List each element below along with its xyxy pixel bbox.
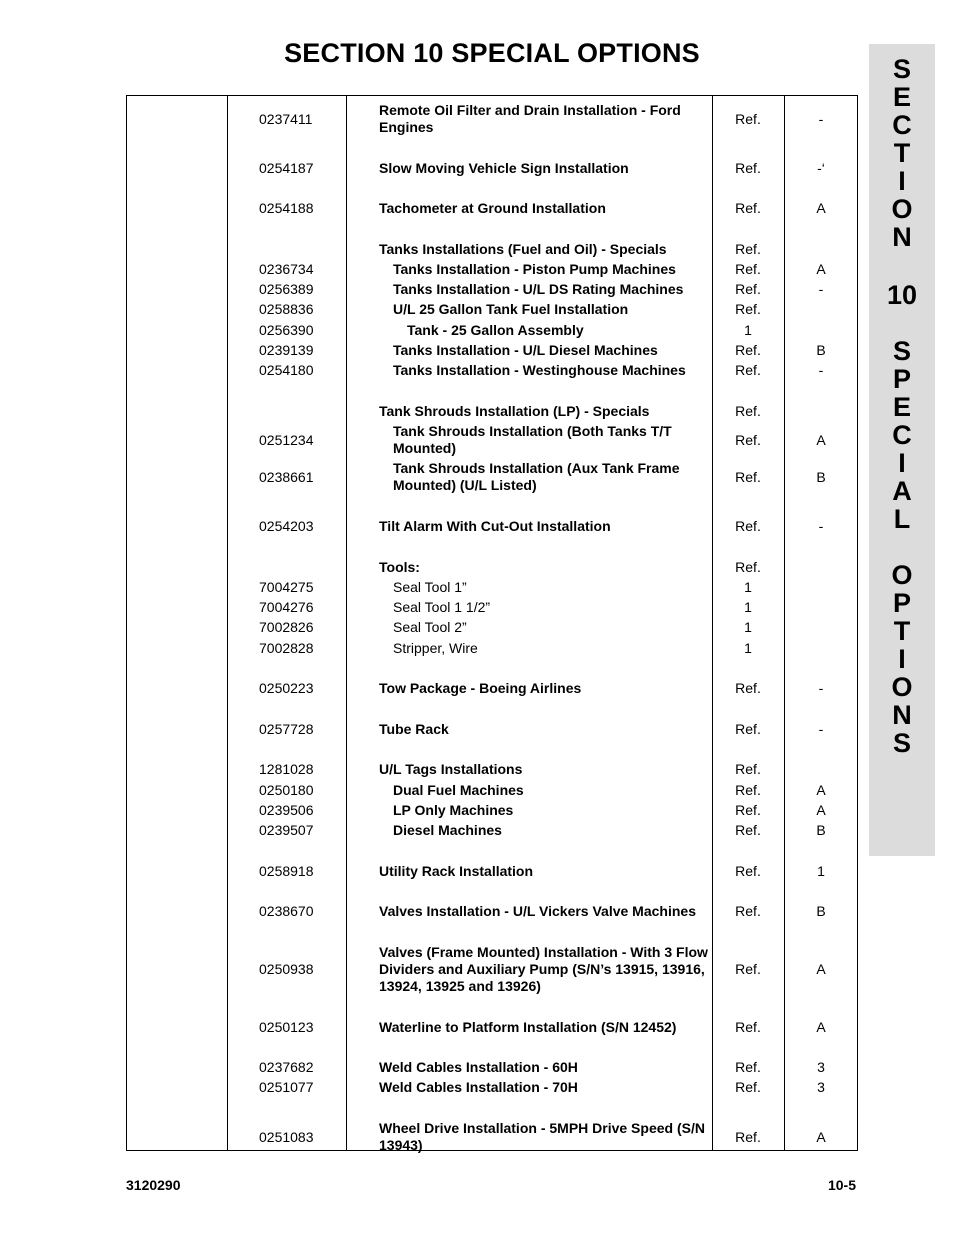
- table-row: [127, 640, 857, 657]
- version-code: A: [816, 802, 826, 818]
- part-description: Seal Tool 1 1/2”: [393, 599, 491, 615]
- part-description: Tanks Installation - U/L DS Rating Machines: [393, 281, 684, 297]
- part-number: 0237411: [259, 110, 313, 127]
- table-row: [127, 1019, 857, 1036]
- table-row: [127, 1079, 857, 1096]
- side-tab-letter: T: [893, 138, 911, 168]
- side-tab-letter: N: [892, 222, 912, 252]
- version-code: A: [816, 961, 826, 977]
- part-number: 0251234: [259, 431, 314, 448]
- side-tab-letter: S: [892, 336, 911, 366]
- quantity: Ref.: [735, 863, 761, 879]
- version-code: 3: [817, 1059, 825, 1075]
- side-tab-letter: I: [898, 166, 906, 196]
- part-number: 0238661: [259, 468, 314, 485]
- part-description: Valves (Frame Mounted) Installation - With 3 Flow Dividers and Auxiliary Pump (S/N’s 13915, 13916, 13924, 13925 and 13926): [379, 944, 708, 994]
- table-row: [127, 822, 857, 839]
- version-code: -‘: [817, 160, 825, 176]
- side-tab-letter: O: [891, 560, 913, 590]
- part-number: 7002826: [259, 619, 314, 635]
- part-number: 0250180: [259, 782, 314, 798]
- part-description: Tank Shrouds Installation (LP) - Specials: [379, 403, 650, 419]
- table-row: [127, 1059, 857, 1076]
- part-number: 7004276: [259, 599, 314, 615]
- part-description: Stripper, Wire: [393, 640, 478, 656]
- version-code: A: [816, 1128, 826, 1145]
- quantity: Ref.: [735, 761, 761, 777]
- version-code: B: [816, 342, 826, 358]
- quantity: Ref.: [735, 241, 761, 257]
- part-description: Tilt Alarm With Cut-Out Installation: [379, 518, 611, 534]
- quantity: 1: [744, 579, 752, 595]
- document-number: 3120290: [126, 1177, 181, 1193]
- table-row: [127, 782, 857, 799]
- side-tab-letter: N: [892, 700, 912, 730]
- quantity: Ref.: [735, 200, 761, 216]
- version-code: A: [816, 431, 826, 448]
- version-code: -: [818, 721, 824, 737]
- page-title: SECTION 10 SPECIAL OPTIONS: [284, 38, 700, 68]
- part-number: 0239507: [259, 822, 314, 838]
- version-code: 3: [817, 1079, 825, 1095]
- side-tab-letter: 10: [886, 280, 918, 310]
- table-row: [127, 599, 857, 616]
- table-row: [127, 518, 857, 535]
- table-row: [127, 241, 857, 258]
- version-code: B: [816, 822, 826, 838]
- part-description: Tools:: [379, 559, 420, 575]
- side-tab-letter: S: [892, 728, 911, 758]
- version-code: -: [818, 281, 824, 297]
- table-row: [127, 160, 857, 177]
- part-number: 0258836: [259, 301, 314, 317]
- part-description: Waterline to Platform Installation (S/N 12452): [379, 1019, 677, 1035]
- part-number: 1281028: [259, 761, 314, 777]
- side-tab-letter: S: [892, 54, 911, 84]
- quantity: Ref.: [735, 1079, 761, 1095]
- part-description: Tow Package - Boeing Airlines: [379, 680, 582, 696]
- quantity: Ref.: [735, 281, 761, 297]
- part-description: LP Only Machines: [393, 802, 514, 818]
- side-tab-letter: A: [892, 476, 912, 506]
- part-number: 7002828: [259, 640, 314, 656]
- part-description: Weld Cables Installation - 60H: [379, 1059, 578, 1075]
- part-number: 0238670: [259, 903, 314, 919]
- quantity: Ref.: [735, 1128, 761, 1145]
- side-tab-letter: T: [893, 616, 911, 646]
- part-number: 7004275: [259, 579, 314, 595]
- table-row: [127, 403, 857, 420]
- side-tab-letter: E: [892, 392, 911, 422]
- part-number: 0250938: [259, 961, 314, 977]
- section-side-tab: [869, 44, 935, 856]
- part-number: 0254180: [259, 362, 314, 378]
- part-description: U/L Tags Installations: [379, 761, 523, 777]
- quantity: Ref.: [735, 822, 761, 838]
- part-description: Tank - 25 Gallon Assembly: [407, 322, 584, 338]
- side-tab-letter: C: [892, 420, 912, 450]
- page-number: 10-5: [827, 1177, 856, 1193]
- part-description: Tachometer at Ground Installation: [379, 200, 606, 216]
- table-row: [127, 200, 857, 217]
- quantity: Ref.: [735, 961, 761, 977]
- table-row: [127, 460, 857, 494]
- table-row: [127, 802, 857, 819]
- quantity: Ref.: [735, 802, 761, 818]
- version-code: B: [816, 468, 826, 485]
- table-row: [127, 903, 857, 920]
- part-number: 0239506: [259, 802, 314, 818]
- quantity: Ref.: [735, 468, 761, 485]
- part-number: 0250123: [259, 1019, 314, 1035]
- quantity: Ref.: [735, 362, 761, 378]
- version-code: -: [818, 110, 824, 127]
- part-description: Remote Oil Filter and Drain Installation - Ford Engines: [379, 102, 681, 135]
- part-description: Valves Installation - U/L Vickers Valve Machines: [379, 903, 696, 919]
- table-row: [127, 322, 857, 339]
- quantity: 1: [744, 619, 752, 635]
- quantity: Ref.: [735, 261, 761, 277]
- table-row: [127, 863, 857, 880]
- table-row: [127, 281, 857, 298]
- version-code: A: [816, 200, 826, 216]
- table-row: [127, 944, 857, 995]
- part-number: 0256390: [259, 322, 314, 338]
- table-row: [127, 102, 857, 136]
- part-number: 0251083: [259, 1128, 314, 1145]
- side-tab-letter: I: [898, 448, 906, 478]
- table-row: [127, 301, 857, 318]
- quantity: 1: [744, 599, 752, 615]
- parts-table: [126, 95, 858, 1151]
- version-code: A: [816, 782, 826, 798]
- table-row: [127, 261, 857, 278]
- part-number: 0236734: [259, 261, 314, 277]
- side-tab-letter: P: [892, 588, 911, 618]
- quantity: Ref.: [735, 403, 761, 419]
- part-number: 0256389: [259, 281, 314, 297]
- version-code: 1: [817, 863, 825, 879]
- quantity: Ref.: [735, 559, 761, 575]
- quantity: Ref.: [735, 518, 761, 534]
- part-description: Tube Rack: [379, 721, 449, 737]
- side-tab-letter: P: [892, 364, 911, 394]
- table-row: [127, 680, 857, 697]
- table-row: [127, 1120, 857, 1154]
- table-row: [127, 423, 857, 457]
- table-row: [127, 559, 857, 576]
- part-number: 0254187: [259, 160, 314, 176]
- version-code: A: [816, 261, 826, 277]
- part-description: Tank Shrouds Installation (Aux Tank Frame Mounted) (U/L Listed): [393, 460, 680, 493]
- part-number: 0254203: [259, 518, 314, 534]
- version-code: -: [818, 362, 824, 378]
- part-number: 0251077: [259, 1079, 314, 1095]
- part-description: Tanks Installation - Piston Pump Machines: [393, 261, 676, 277]
- version-code: B: [816, 903, 826, 919]
- part-description: Tanks Installation - U/L Diesel Machines: [393, 342, 658, 358]
- side-tab-letter: O: [891, 194, 913, 224]
- table-row: [127, 362, 857, 379]
- part-description: Weld Cables Installation - 70H: [379, 1079, 578, 1095]
- part-description: Diesel Machines: [393, 822, 502, 838]
- quantity: Ref.: [735, 721, 761, 737]
- quantity: Ref.: [735, 160, 761, 176]
- quantity: Ref.: [735, 1019, 761, 1035]
- quantity: 1: [744, 322, 752, 338]
- version-code: A: [816, 1019, 826, 1035]
- quantity: Ref.: [735, 903, 761, 919]
- side-tab-letter: O: [891, 672, 913, 702]
- quantity: Ref.: [735, 1059, 761, 1075]
- quantity: Ref.: [735, 301, 761, 317]
- table-row: [127, 721, 857, 738]
- part-description: Tanks Installation - Westinghouse Machines: [393, 362, 686, 378]
- part-number: 0254188: [259, 200, 314, 216]
- quantity: Ref.: [735, 342, 761, 358]
- part-description: U/L 25 Gallon Tank Fuel Installation: [393, 301, 629, 317]
- part-description: Dual Fuel Machines: [393, 782, 524, 798]
- part-number: 0250223: [259, 680, 314, 696]
- part-description: Slow Moving Vehicle Sign Installation: [379, 160, 629, 176]
- part-number: 0237682: [259, 1059, 314, 1075]
- part-description: Utility Rack Installation: [379, 863, 534, 879]
- table-row: [127, 761, 857, 778]
- part-number: 0258918: [259, 863, 314, 879]
- quantity: Ref.: [735, 110, 761, 127]
- quantity: Ref.: [735, 680, 761, 696]
- part-description: Seal Tool 1”: [393, 579, 467, 595]
- quantity: 1: [744, 640, 752, 656]
- quantity: Ref.: [735, 782, 761, 798]
- side-tab-letter: L: [893, 504, 911, 534]
- version-code: -: [818, 680, 824, 696]
- part-number: 0239139: [259, 342, 314, 358]
- table-row: [127, 619, 857, 636]
- part-description: Tanks Installations (Fuel and Oil) - Specials: [379, 241, 667, 257]
- side-tab-letter: I: [898, 644, 906, 674]
- part-description: Seal Tool 2”: [393, 619, 467, 635]
- part-description: Wheel Drive Installation - 5MPH Drive Speed (S/N 13943): [379, 1120, 705, 1153]
- version-code: -: [818, 518, 824, 534]
- quantity: Ref.: [735, 431, 761, 448]
- side-tab-letter: E: [892, 82, 911, 112]
- table-row: [127, 342, 857, 359]
- table-row: [127, 579, 857, 596]
- part-number: 0257728: [259, 721, 314, 737]
- side-tab-letter: C: [892, 110, 912, 140]
- part-description: Tank Shrouds Installation (Both Tanks T/T Mounted): [393, 423, 672, 456]
